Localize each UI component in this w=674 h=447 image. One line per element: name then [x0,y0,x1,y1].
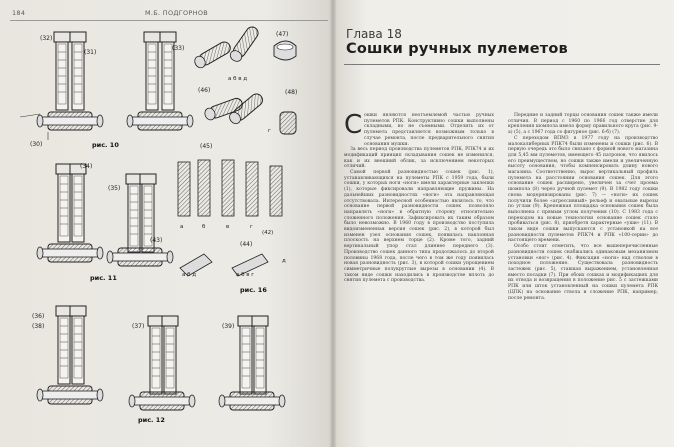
fig16-label-g: г [250,224,253,230]
running-head: М.Б. ПОДГОРНОВ [145,9,209,17]
callout-38: (38) [32,323,45,330]
callout-36: (36) [32,313,45,320]
drop-cap: С [344,110,363,140]
fig16-label-v: в [226,224,230,230]
chapter-rule [344,64,660,65]
book-gutter [329,0,337,447]
callout-39: (39) [222,323,235,330]
callout-g: г [268,128,271,134]
callout-42: (42) [262,230,274,236]
callout-48: (48) [285,89,298,96]
callout-33: (33) [172,45,185,52]
figure-11-drawing [37,164,173,266]
callout-43: (43) [150,237,163,244]
callout-45: (45) [200,143,213,150]
shomopol-part-46 [193,40,233,70]
technical-drawings [0,22,330,447]
fig16-label-d: д [282,258,286,264]
callout-32: (32) [40,35,53,42]
callout-30: (30) [30,141,43,148]
figure-12-drawing [37,306,285,410]
callout-37: (37) [132,323,145,330]
figure-16-caption: рис. 16 [240,286,267,294]
paragraph: ошки являются неотъемлемой частью ручных пулеметов РПК. Конструктивно сошки выполнены складными, но не съемными. Отделить их от пулемета представляется возможным только в случае ремонта, после предварительного снятия основания мушки. [364,113,494,147]
callout-35: (35) [108,185,121,192]
chapter-label: Глава 18 [346,27,402,41]
callout-abd: а б д [182,272,197,278]
callout-47: (47) [276,31,289,38]
figure-10-caption: рис. 10 [92,141,119,149]
paragraph: Передние и задний торцы основания сошек также имели отличия. В период с 1960 по 1966 год отверстие для крепления шомпола имело форму правильного круга (рис. 9-а) (5), а с 1967 года со фигурное (рис. 6-б) (7). [508,113,658,136]
fig16-label-a: а [180,224,184,230]
paragraph: За весь период производства пулеметов РПК, РПК74 и их модификаций принцип складывания сошек не изменился, как и их внешний облик, за исключением некоторых отличий. [344,147,494,170]
figure-11-caption: рис. 11 [90,274,117,282]
text-column-2 [508,113,658,301]
paragraph: Особо стоит отметить, что все вышеперечисленные разновидности сошек снабжались одинаковым механизмом установки «ног» (рис. 4). Фиксация «ноги» над стволом в походное положение. Существовала разновидность застежек (рис. 5), ставшая выражением, установленная вместо посадки (7). При обоих сошках и модификациях для их отвода и возвращения в положение рис. 5 с застежками РПК или шток установленный на сошки пулемета РПК (ЦПК) на основание ствола и сложение РПК, например, после ремонта. [508,244,658,301]
callout-44: (44) [240,241,253,248]
callout-31: (31) [84,49,97,56]
paragraph: Самой первой разновидностью сошек (рис. 1), устанавливающихся на пулеметы РПК с 1959 года, были сошки, у которых ноги «ноги» имели характерные заклепки (1), которые фиксировали направляющие пружины. На дальнейших разновидностях «ноги» эта направляющая отсутствовала. Интересной особенностью являлось то, что основание первой разновидности сошек позволяло направлять «ноги» в обратную сторону относительно сложенного положения. Зафиксировать их таким образом было невозможно. В 1960 году в производство поступила видоизмененная версия сошек (рис. 2), в которой был изменен узел основания сошек, появилась наклонная плоскость на верхнем торце (2). Кроме того, задний вертикальный упор стал длиннее переднего (3). Производство сошек данного типа продолжалось до второй половины 1968 года, после чего в том же году появилась новая разновидность (рис. 3), в которой сошки упрощением симметричные полукруглые вырезы в основании (4). В таком виде сошки находились в производстве вплоть до снятия пулемета с производства. [344,170,494,284]
callout-34: (34) [80,163,93,170]
text-column-1 [344,110,494,284]
figure-12-caption: рис. 12 [138,416,165,424]
callout-abvg: а б в г [236,272,255,278]
fig16-label-b: б [202,224,206,230]
chapter-title: Сошки ручных пулеметов [346,41,568,57]
figure-16-drawing [178,160,282,276]
figure-10-drawing [20,32,193,140]
page-number: 184 [12,9,26,17]
paragraph: С переходом ВПМЗ в 1977 году на производство малокалиберных РПК74 были изменены и сошки (рис. 6). В первую очередь это было связано с формой нового магазина для 5,45 мм пулеметов, имеющего 45 патронов, что явилось его преимуществом, но сошки также имели и увеличенную высоту основания, чтобы компенсировать длину нового магазина. Соответственно, вырос вертикальный профиль пулемета на расстоянии основания сошек. Для этого основание сошек расширено, увеличен за счет проема шомпола (8) через ручной пулемет (9). В 1982 году сошки снова модернизированы (рис. 7) — «ноги» их сошек получили более «агрессивный» рельеф и овальные вырезы по углам (9). Крепежная площадка основания сошек была выполнена с прямым углом получения (10). С 1983 года с переходом на новые технологии основание сошек стало пробиваться (рис. 8), приобретя характерные «уши» (11). В таком виде сошки выпускаются с установкой на все разновидности пулеметов РПК74 и РПК «100-серии» до настоящего времени. [508,135,658,244]
callout-abvd: а б в д [228,76,248,82]
callout-46: (46) [198,87,211,94]
running-head-rule [10,20,328,21]
